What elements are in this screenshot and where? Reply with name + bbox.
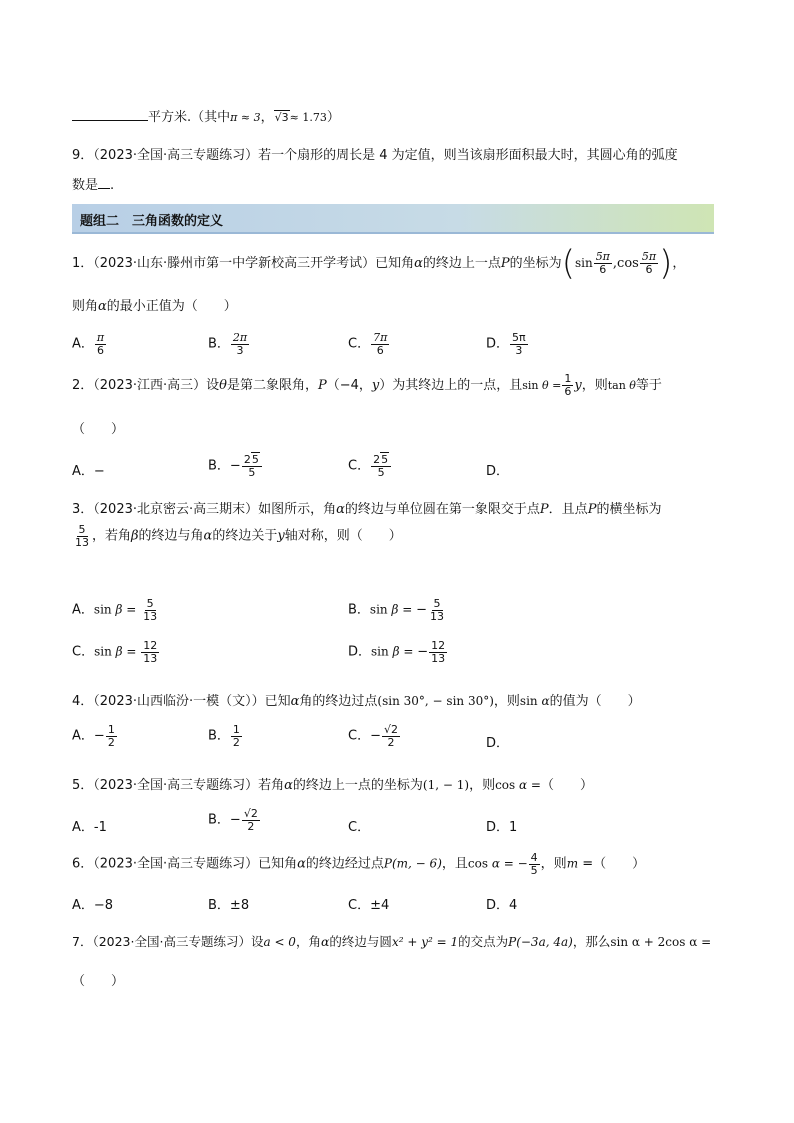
- option-a[interactable]: A．sin β = $\frac{5}{13}$: [72, 597, 158, 623]
- question-7-stem: 7．（2023·全国·高三专题练习）设a < 0，角α的终边与圆x² + y² = 1的交点为P(−3a, 4a)，那么sin α + 2cos α =: [72, 934, 712, 949]
- option-c[interactable]: C．sin β = $\frac{12}{13}$: [72, 639, 158, 665]
- option-b[interactable]: B．− $\frac{√2}{2}$: [208, 807, 258, 833]
- question-4-stem: 4．（2023·山西临汾·一模（文））已知α角的终边过点(sin 30°, − sin 30°)，则sin α的值为（ ）: [72, 694, 641, 709]
- question-5-stem: 5．（2023·全国·高三专题练习）若角α的终边上一点的坐标为(1, − 1)，则cos α =（ ）: [72, 778, 593, 793]
- question-2-line2: （ ）: [72, 422, 125, 437]
- question-1-line2: 则角α的最小正值为（ ）: [72, 299, 237, 314]
- option-a[interactable]: A． $\frac{\pi}{6}$: [72, 331, 105, 357]
- answer-blank: [72, 108, 148, 121]
- question-9-line1: 9．（2023·全国·高三专题练习）若一个扇形的周长是 4 为定值，则当该扇形面积最大时，其圆心角的弧度: [72, 148, 678, 163]
- option-c[interactable]: C． $\frac{25}{5}$: [348, 454, 392, 478]
- option-c[interactable]: C．− $\frac{√2}{2}$: [348, 723, 398, 749]
- question-9-line2: 数是 .: [72, 178, 115, 193]
- option-b[interactable]: B． $\frac{2\pi}{3}$: [208, 331, 248, 357]
- option-c[interactable]: C．: [348, 820, 371, 835]
- option-d[interactable]: D．: [486, 464, 510, 479]
- option-b[interactable]: B．±8: [208, 898, 250, 913]
- question-3-stem: 3．（2023·北京密云·高三期末）如图所示，角α的终边与单位圆在第一象限交于点P．且点P的横坐标为: [72, 502, 662, 517]
- option-d[interactable]: D．1: [486, 820, 518, 835]
- option-a[interactable]: A．−: [72, 464, 105, 479]
- option-a[interactable]: A．− $\frac{1}{2}$: [72, 723, 115, 749]
- option-d[interactable]: D．: [486, 736, 510, 751]
- option-a[interactable]: A．−8: [72, 898, 114, 913]
- option-c[interactable]: C．±4: [348, 898, 390, 913]
- question-2-stem: 2．（2023·江西·高三）设θ是第二象限角，P（−4，y）为其终边上的一点，且sin θ = $\frac{1}{6}$ y，则tan θ等于: [72, 372, 662, 398]
- option-a[interactable]: A．-1: [72, 820, 107, 835]
- option-d[interactable]: D．4: [486, 898, 518, 913]
- option-b[interactable]: B． $\frac{1}{2}$: [208, 723, 240, 749]
- fill-in-line: 平方米.（其中π ≈ 3，√3≈ 1.73）: [72, 106, 340, 125]
- question-7-line2: （ ）: [72, 974, 125, 989]
- answer-blank: [98, 178, 110, 189]
- option-d[interactable]: D． $\frac{5\pi}{3}$: [486, 331, 526, 357]
- section-header: [72, 204, 714, 234]
- option-b[interactable]: B．− $\frac{25}{5}$: [208, 454, 263, 478]
- question-1-stem: 1．（2023·山东·滕州市第一中学新校高三开学考试）已知角α的终边上一点P的坐标为(sin $\frac{5\pi}{6}$ ,cos $\frac{5\pi}{6}$ )，: [72, 243, 686, 284]
- option-c[interactable]: C． $\frac{7\pi}{6}$: [348, 331, 388, 357]
- question-6-stem: 6．（2023·全国·高三专题练习）已知角α的终边经过点P(m, − 6)，且cos α = − $\frac{4}{5}$ ，则m =（ ）: [72, 851, 646, 877]
- option-b[interactable]: B．sin β = − $\frac{5}{13}$: [348, 597, 444, 623]
- question-3-line2: $\frac{5}{13}$ ，若角β的终边与角α的终边关于y轴对称，则（ ）: [75, 523, 402, 549]
- section-title: 题组二 三角函数的定义: [80, 214, 224, 229]
- option-d[interactable]: D．sin β = − $\frac{12}{13}$: [348, 639, 446, 665]
